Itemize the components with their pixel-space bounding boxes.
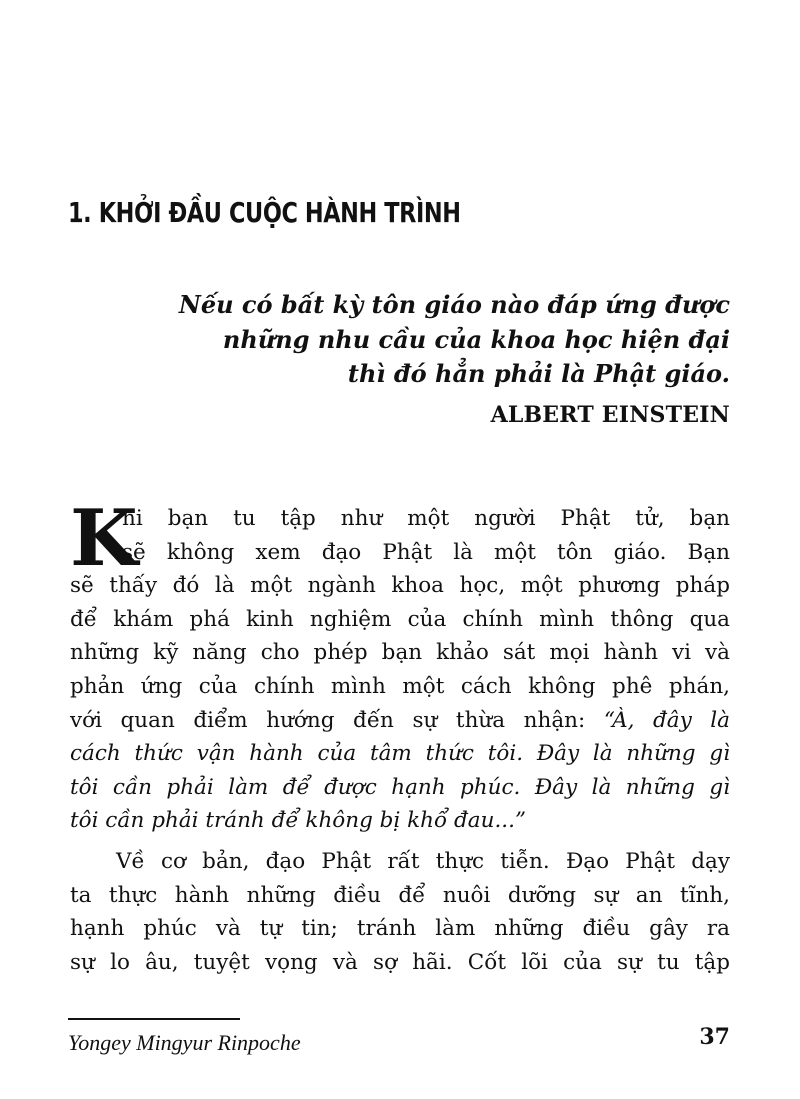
text-line: để khám phá kinh nghiệm của chính mình thông qua xyxy=(70,606,730,632)
paragraph-1 xyxy=(70,493,731,838)
text-line: sẽ thấy đó là một ngành khoa học, một phương pháp xyxy=(70,573,730,599)
quote-line: tôi cần phải làm để được hạnh phúc. Đây là những gì xyxy=(70,774,730,800)
paragraph-2 xyxy=(70,845,730,979)
text-segment: với quan điểm hướng đến sự thừa nhận: xyxy=(70,707,604,733)
text-line: phản ứng của chính mình một cách không phê phán, xyxy=(70,673,730,699)
quote-segment: “À, đây là xyxy=(603,707,731,733)
epigraph xyxy=(110,288,730,428)
text-line-mixed xyxy=(70,704,730,738)
epigraph-line: thì đó hẳn phải là Phật giáo. xyxy=(347,359,730,388)
text-line: hi bạn tu tập như một người Phật tử, bạn xyxy=(122,506,730,531)
text-line: sự lo âu, tuyệt vọng và sợ hãi. Cốt lõi của sự tu tập xyxy=(70,949,730,975)
text-line: sẽ không xem đạo Phật là một tôn giáo. Bạn xyxy=(122,539,730,565)
text-line: hạnh phúc và tự tin; tránh làm những điều gây ra xyxy=(70,916,730,942)
footer-author: Yongey Mingyur Rinpoche xyxy=(68,1030,301,1055)
page-number: 37 xyxy=(699,1024,730,1050)
text-line: ta thực hành những điều để nuôi dưỡng sự an tĩnh, xyxy=(70,882,730,908)
epigraph-line: Nếu có bất kỳ tôn giáo nào đáp ứng được xyxy=(178,290,730,319)
text-line: Về cơ bản, đạo Phật rất thực tiễn. Đạo Phật dạy xyxy=(116,849,730,874)
drop-cap: K xyxy=(70,493,138,584)
epigraph-author: ALBERT EINSTEIN xyxy=(490,401,730,428)
epigraph-line: những nhu cầu của khoa học hiện đại xyxy=(222,324,730,354)
chapter-title: 1. KHỞI ĐẦU CUỘC HÀNH TRÌNH xyxy=(68,196,461,229)
quote-line: cách thức vận hành của tâm thức tôi. Đây là những gì xyxy=(70,741,730,767)
footer-divider xyxy=(68,1018,240,1020)
quote-line: tôi cần phải tránh để không bị khổ đau...” xyxy=(70,808,526,834)
text-line: những kỹ năng cho phép bạn khảo sát mọi hành vi và xyxy=(70,640,730,666)
